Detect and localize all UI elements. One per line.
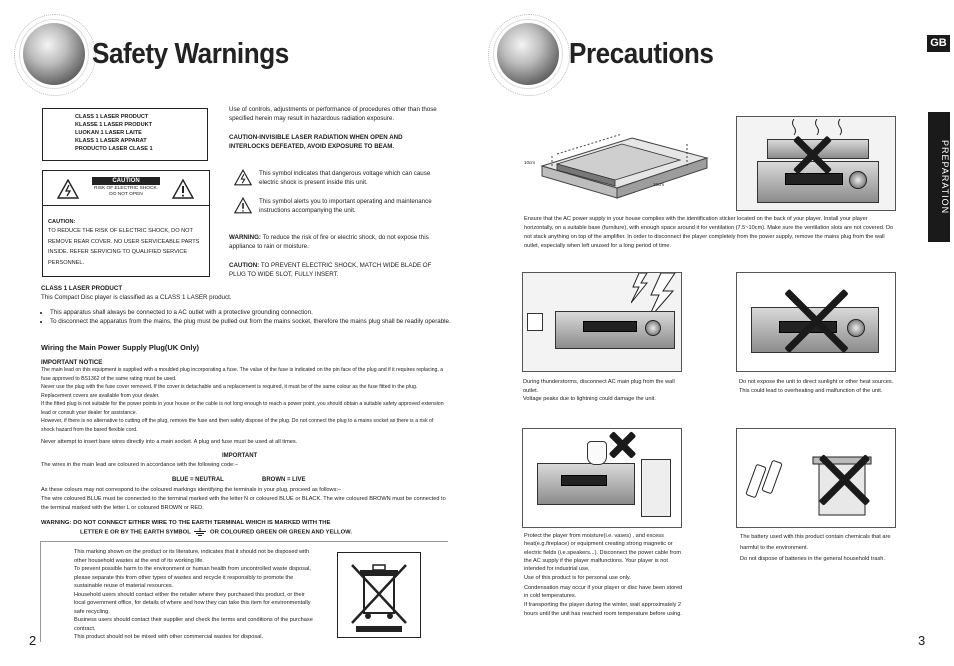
exclamation-triangle-icon	[234, 197, 252, 214]
prohibited-x-icon	[797, 131, 827, 179]
prohibited-x-icon	[611, 429, 633, 461]
right-page-title: Precautions	[569, 38, 714, 70]
ventilation-drawing	[522, 116, 722, 209]
right-disc-logo	[497, 23, 559, 85]
laser-line: LUOKAN 1 LASER LAITE	[75, 130, 142, 136]
laser-line: KLASSE 1 LASER PRODUKT	[75, 122, 153, 128]
colours-block	[41, 486, 449, 514]
notice-para: Never use the plug with the fuse cover removed. If the cover is detachable and a replacement is required, it must be of the same colour as the fuse fitted in the plug. Replacement covers are available from your dealer.	[41, 384, 418, 399]
left-page-title: Safety Warnings	[92, 38, 289, 70]
colours-para: The wire coloured BLUE must be connected to the terminal marked with the letter N or coloured BLUE or BLACK. The wire coloured BROWN must be connected to the terminal marked with the letter L or coloured BROWN or RED.	[41, 496, 446, 512]
laser-class-box	[42, 108, 208, 161]
notice-para: If the fitted plug is not suitable for the power points in your house or the cable is not long enough to reach a power point, you should obtain a suitable safety approved extension lead or consult your dealer for assistance.	[41, 401, 444, 416]
prohibited-x-icon	[829, 447, 859, 513]
volume-knob	[645, 320, 661, 336]
warning-rain	[229, 234, 445, 251]
brown-live: BROWN = LIVE	[262, 477, 306, 483]
notice-para: However, if there is no alternative to cutting off the plug, remove the fuse and then safely dispose of the plug. Do not connect the plug to a mains socket as there is a risk of shock hazard from the bared flexible cord.	[41, 418, 434, 433]
earth-symbol-icon	[192, 528, 208, 536]
warning-wire-line1: WARNING: DO NOT CONNECT EITHER WIRE TO THE EARTH TERMINAL WHICH IS MARKED WITH THE	[41, 520, 331, 526]
moisture-para: If transporting the player during the winter, wait approximately 2 hours until the unit has reached room temperature before using.	[524, 602, 682, 617]
moisture-para: Protect the player from moisture(i.e. vases) , and excess heat(e.g.fireplace) or equipment creating strong magnetic or electric fields (i.e.speakers...). Disconnect the power cable from the AC supply if the player malfunctions. Your player is not intended for industrial use.	[524, 533, 681, 573]
grounding-bullets	[41, 309, 452, 326]
laser-line: KLASS 1 LASER APPARAT	[75, 138, 147, 144]
laser-line: PRODUCTO LASER CLASE 1	[75, 146, 153, 152]
warning-label: WARNING:	[229, 234, 261, 241]
notice-heading: IMPORTANT NOTICE	[41, 359, 103, 366]
dim-side-label: 10cm	[653, 182, 665, 187]
moisture-text	[524, 532, 688, 618]
wall-outlet	[527, 313, 543, 331]
lightning-triangle-icon	[57, 179, 79, 199]
sunlight-line: Do not expose the unit to direct sunlight or other heat sources.	[739, 379, 894, 385]
caution-heading: CAUTION:	[48, 219, 76, 225]
colours-para: As these colours may not correspond to the coloured markings identifying the terminals in your plug, proceed as follows:–	[41, 487, 342, 493]
caution-label-block	[92, 177, 160, 198]
warning-text: To reduce the risk of fire or electric shock, do not expose this appliance to rain or moisture.	[229, 234, 429, 250]
caution2-label: CAUTION:	[229, 262, 260, 269]
thunder-line: Voltage peaks due to lightning could damage the unit.	[523, 396, 656, 403]
left-page-number: 2	[29, 633, 37, 648]
symbol-voltage-text: This symbol indicates that dangerous voltage which can cause electric shock is present inside this unit.	[259, 170, 431, 186]
sunlight-text	[739, 378, 899, 395]
vase-shape	[587, 441, 607, 465]
weee-text	[74, 548, 314, 642]
thunder-line: During thunderstorms, disconnect AC main plug from the wall outlet.	[523, 379, 675, 394]
exclamation-triangle-icon	[172, 179, 194, 199]
caution2-text: TO PREVENT ELECTRIC SHOCK, MATCH WIDE BLADE OF PLUG TO WIDE SLOT, FULLY INSERT.	[229, 262, 432, 278]
battery-para: The battery used with this product contain chemicals that are harmful to the environment.	[740, 534, 891, 551]
class1-heading: CLASS 1 LASER PRODUCT	[41, 285, 123, 292]
bullet-item: • This apparatus shall always be connected to a AC outlet with a protective grounding connection.	[50, 309, 452, 318]
battery-illustration	[736, 428, 896, 528]
blue-neutral: BLUE = NEUTRAL	[172, 477, 224, 483]
important-heading: IMPORTANT	[222, 453, 258, 459]
battery-para: Do not dispose of batteries in the general household trash.	[740, 556, 885, 562]
dim-top-label: 10cm	[524, 160, 536, 165]
side-tab-label: PREPARATION	[940, 139, 950, 215]
wiring-heading: Wiring the Main Power Supply Plug(UK Only)	[41, 343, 200, 352]
symbol-alert-text: This symbol alerts you to important operating and maintenance instructions accompanying the unit.	[259, 198, 432, 214]
caution-text: TO REDUCE THE RISK OF ELECTRIC SHOCK, DO NOT REMOVE REAR COVER. NO USER SERVICEABLE PARTS INSIDE. REFER SERVICING TO QUALIFIED SERVICE PERSONNEL.	[48, 228, 200, 266]
thunder-text	[523, 378, 687, 404]
left-disc-logo	[23, 23, 85, 85]
weee-para: Business users should contact their supplier and check the terms and conditions of the purchase contract.	[74, 617, 313, 632]
weee-symbol-frame	[337, 552, 421, 638]
caution-invisible-text: CAUTION-INVISIBLE LASER RADIATION WHEN OPEN AND INTERLOCKS DEFEATED, AVOID EXPOSURE TO BEAM.	[229, 134, 403, 150]
volume-knob	[849, 171, 867, 189]
weee-para: This product should not be mixed with other commercial wastes for disposal.	[74, 634, 264, 640]
bullet-item: • To disconnect the apparatus from the mains, the plug must be pulled out from the mains socket, therefore the mains plug shall be readily operable.	[50, 318, 452, 327]
notice-block	[41, 366, 447, 434]
warning-wire-part: OR COLOURED GREEN OR GREEN AND YELLOW.	[210, 529, 353, 536]
speaker-shape	[641, 459, 671, 517]
class1-text: This Compact Disc player is classified as a CLASS 1 LASER product.	[41, 294, 232, 301]
caution-box	[42, 170, 210, 277]
prohibited-x-icon	[795, 279, 837, 363]
moisture-para: Condensation may occur if your player or disc have been stored in cold temperatures.	[524, 584, 683, 600]
caution-plug	[229, 262, 445, 279]
sunlight-line: This could lead to overheating and malfunction of the unit.	[739, 387, 883, 394]
weee-box	[40, 541, 448, 642]
thunderstorm-illustration	[522, 272, 682, 372]
lightning-triangle-icon	[234, 169, 252, 186]
warning-wire-part: LETTER E OR BY THE EARTH SYMBOL	[80, 529, 191, 536]
battery-icon	[745, 451, 795, 501]
preparation-side-tab	[928, 112, 950, 242]
weee-para: This marking shown on the product or its literature, indicates that it should not be disposed with other household wastes at the end of its working life.	[74, 549, 310, 564]
notice-para: The main lead on this equipment is supplied with a moulded plug incorporating a fuse. The value of the fuse is indicated on the pin face of the plug and if it requires replacing, a fuse approved to BS1362 of the same rating must be used.	[41, 367, 444, 382]
stacking-illustration	[736, 116, 896, 211]
volume-knob	[847, 319, 865, 337]
weee-para: To prevent possible harm to the environment or human health from uncontrolled waste disposal, please separate this from other types of wastes and recycle it responsibly to promote the sustainable reuse of material resources.	[74, 566, 311, 589]
gb-badge: GB	[927, 35, 950, 52]
weee-para: Household users should contact either the retailer where they purchased this product, or their local government office, for details of where and how they can take this item for environmentally safe recycling.	[74, 591, 311, 615]
laser-line: CLASS 1 LASER PRODUCT	[75, 114, 149, 120]
important-text: The wires in the main lead are coloured in accordance with the following code:–	[41, 462, 238, 468]
ventilation-illustration	[522, 116, 722, 209]
crossed-bin-icon	[338, 553, 420, 637]
caution-sub: RISK OF ELECTRIC SHOCK. DO NOT OPEN	[94, 186, 158, 197]
player-display	[561, 475, 607, 486]
never-attempt-text: Never attempt to insert bare wires directly into a main socket. A plug and fuse must be used at all times.	[41, 439, 298, 445]
ensure-text: Ensure that the AC power supply in your house complies with the identification sticker located on the back of your player. Install your player horizontally, on a suitable base (furniture), with enough space around it for ventilation (7.5~10cm). Make sure the ventilation slots are not covered. Do not stack anything on top of the amplifier. In order to disconnect the player completely from the power supply, remove the mains plug from the wall outlet, especially when left unused for a long period of time.	[524, 216, 894, 249]
moisture-para: Use of this product is for personal use only.	[524, 575, 631, 582]
player-display	[583, 321, 637, 332]
moisture-illustration	[522, 428, 682, 528]
sunlight-illustration	[736, 272, 896, 372]
right-page-number: 3	[918, 633, 926, 648]
use-controls-text: Use of controls, adjustments or performance of procedures other than those specified herein may result in hazardous radiation exposure.	[229, 106, 437, 122]
caution-label: CAUTION	[92, 177, 160, 185]
warning-wire-line2	[80, 528, 352, 537]
battery-text	[740, 532, 898, 565]
caution-divider	[43, 205, 209, 206]
